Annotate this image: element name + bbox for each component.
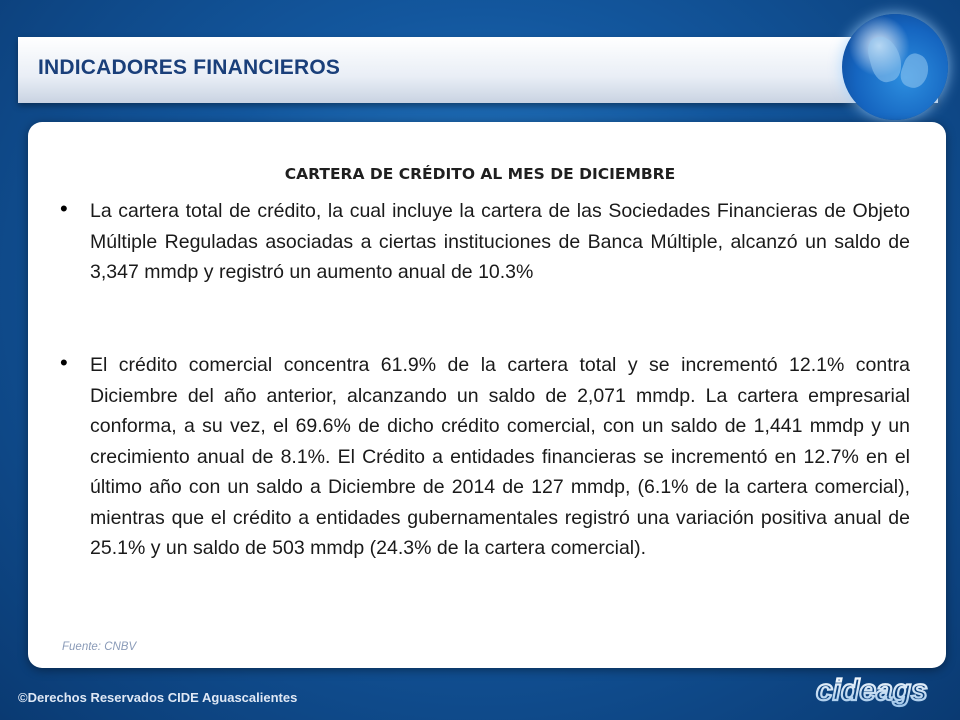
page-title: INDICADORES FINANCIEROS — [38, 56, 341, 79]
source-note: Fuente: CNBV — [62, 641, 137, 653]
cide-logo — [812, 668, 932, 714]
svg-text:cideags: cideags — [816, 674, 928, 707]
bullet-marker: • — [60, 196, 68, 221]
bullet-marker: • — [60, 350, 68, 375]
globe-icon — [842, 14, 948, 120]
paragraph-1: La cartera total de crédito, la cual incluye la cartera de las Sociedades Financieras de Objeto Múltiple Reguladas asociadas a ciertas instituciones de Banca Múltiple, alcanzó un saldo de 3,347 mmdp y registró un aumento anual de 10.3% — [90, 200, 910, 283]
copyright-notice: ©Derechos Reservados CIDE Aguascalientes — [18, 690, 298, 705]
section-subtitle: CARTERA DE CRÉDITO AL MES DE DICIEMBRE — [284, 165, 676, 183]
paragraph-2: El crédito comercial concentra 61.9% de la cartera total y se incrementó 12.1% contra Diciembre del año anterior, alcanzando un saldo de 2,071 mmdp. La cartera empresarial conforma, a su vez, el 69.6% de dicho crédito comercial, con un saldo de 1,441 mmdp y un crecimiento anual de 8.1%. El Crédito a entidades financieras se incrementó en 12.7% en el último año con un saldo a Diciembre de 2014 de 127 mmdp, (6.1% de la cartera comercial), mientras que el crédito a entidades gubernamentales registró una variación positiva anual de 25.1% y un saldo de 503 mmdp (24.3% de la cartera comercial). — [90, 354, 910, 559]
